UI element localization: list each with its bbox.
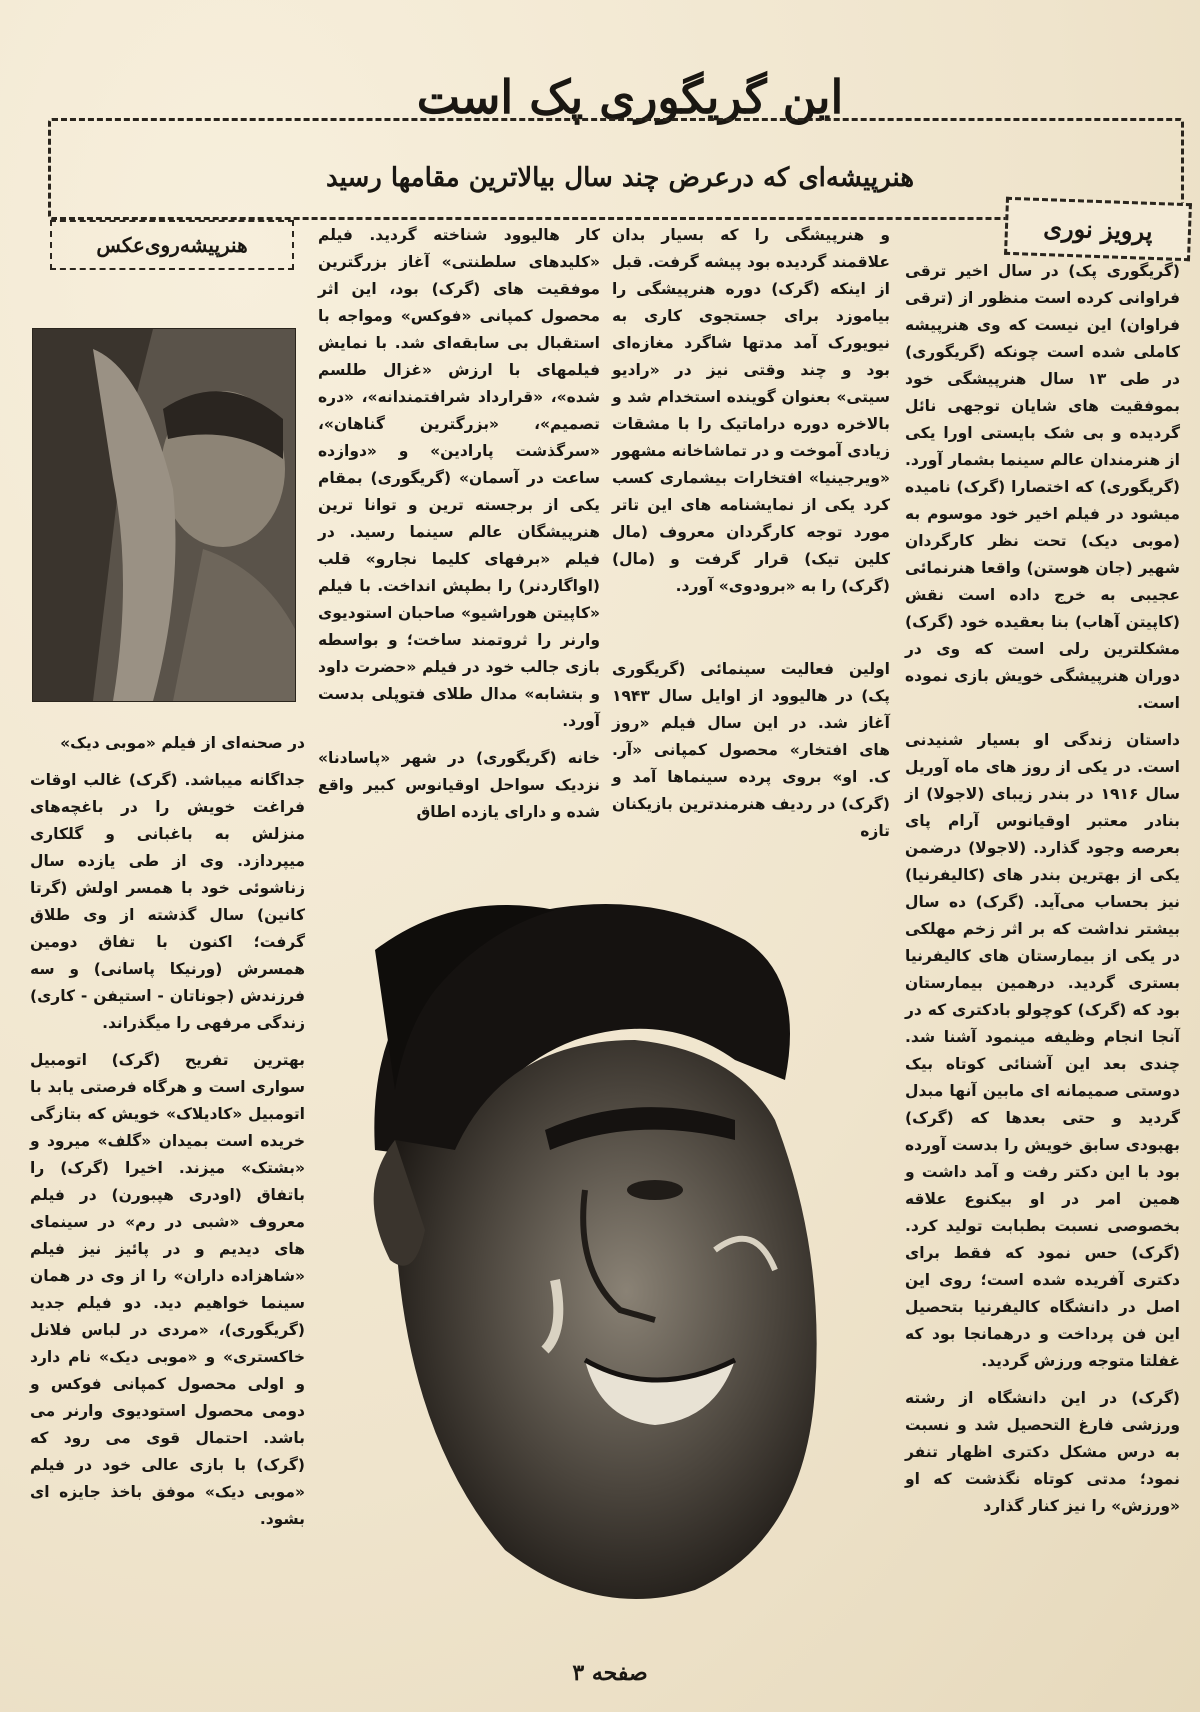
- photo-caption: در صحنه‌ای از فیلم «موبی دیک»: [60, 734, 305, 752]
- column-paragraph: جداگانه میباشد. (گرک) غالب اوقات فراغت خویش را در باغچه‌های منزلش به باغبانی و گلکاری میپردازد. وی از طی یازده سال زناشوئی خود با همسر اولش (گرتا کانین) سال گذشته از وی طلاق گرفت؛ اکنون با تفاق دومین همسرش (ورنیکا پاسانی) و سه فرزندش (جوناتان - استیفن - کاری) زندگی مرفهی را میگذراند.: [30, 771, 305, 1032]
- photo-label: هنرپیشه‌روی‌عکس: [50, 220, 294, 270]
- portrait-illustration: [335, 890, 895, 1630]
- author-byline: پرویز نوری: [1004, 197, 1192, 261]
- article-subtitle: هنرپیشه‌ای که درعرض چند سال بیالاترین مقامها رسید: [325, 163, 915, 193]
- column-paragraph: (گرک) در این دانشگاه از رشته ورزشی فارغ التحصیل شد و نسبت به درس مشکل دکتری اظهار تنفر نمود؛ مدتی کوتاه نگذشت که او «ورزش» را نیز کنار گذارد: [905, 1389, 1180, 1515]
- column-paragraph: خانه (گریگوری) در شهر «پاسادنا» نزدیک سواحل اوقیانوس کبیر واقع شده و دارای یازده اطاق: [318, 749, 600, 821]
- article-column-1: [905, 258, 1180, 1633]
- article-column-2: [612, 222, 890, 602]
- page-number: صفحه ۳: [572, 1660, 648, 1686]
- column-paragraph: کار هالیوود شناخته گردید. فیلم «کلیدهای سلطنتی» آغاز بزرگترین موفقیت های (گرک) بود، این اثر محصول کمپانی «فوکس» ومواجه با استقبال بی سابقه‌ای شد. با نمایش فیلمهای با ارزش «غزال طلسم شده»، «قرارداد شرافتمندانه»، «دره تصمیم»، «بزرگترین گناهان»، «سرگذشت پارادین» و «دوازده ساعت در آسمان» (گریگوری) بمقام یکی از برجسته ترین و توانا ترین هنرپیشگان عالم سینما رسید. در فیلم «برفهای کلیما نجارو» قلب (اواگاردنر) را بطپش انداخت. با فیلم «کاپیتن هوراشیو» صاحبان استودیوی وارنر را ثروتمند ساخت؛ و بواسطه بازی جالب خود در فیلم «حضرت داود و بتشابه» مدال طلای فتوپلی بدست آورد.: [318, 226, 600, 730]
- article-column-3: [318, 222, 600, 821]
- column-paragraph: (گریگوری پک) در سال اخیر ترقی فراوانی کرده است منظور از (ترقی فراوان) این نیست که وی هنرپیشه کاملی شده است چونکه (گریگوری) در طی ۱۳ سال هنرپیشگی خود بموفقیت های شایان توجهی نائل گردیده و بی شک بایستی اورا یکی از هنرمندان عالم سینما بشمار آورد. (گریگوری) که اختصارا (گرک) نامیده میشود در فیلم اخیر خود موسوم به (موبی دیک) تحت نظر کارگردان شهیر (جان هوستن) واقعا هنرنمائی عجیبی به خرج داده است نقش (کاپیتن آهاب) بنا بعقیده خود (گرک) مشکلترین رلی است که وی در دوران هنرپیشگی خویش بازی نموده است.: [905, 262, 1181, 712]
- article-column-4: [30, 730, 305, 1635]
- film-still-illustration: [33, 329, 295, 701]
- column-paragraph: و هنرپیشگی را که بسیار بدان علاقمند گردیده بود پیشه گرفت. قبل از اینکه (گرک) دوره هنرپیشگی را بیاموزد برای جستجوی کاری به نیویورک آمد مدتها شاگرد مغازه‌ای بود و چند وقتی نیز در «رادیو سیتی» بعنوان گوینده استخدام شد و بالاخره دوره دراماتیک را با مشقات زیادی آموخت و در تماشاخانه مشهور «ویرجینیا» افتخارات بیشماری کسب کرد یکی از نمایشنامه های این تاتر مورد توجه کارگردان معروف (مال کلین تیک) قرار گرفت و (مال) (گرک) را به «برودوی» آورد.: [612, 226, 890, 595]
- column-paragraph: بهترین تفریح (گرک) اتومبیل سواری است و هرگاه فرصتی یابد با اتومبیل «کادیلاک» خویش که بتازگی خریده است بمیدان «گلف» میرود و «بشتک» میزند. اخیرا (گرک) را باتفاق (اودری هپبورن) در فیلم معروف «شبی در رم» در سینمای های دیدیم و در پائیز نیز فیلم «شاهزاده داران» را از وی در همان سینما خواهیم دید. دو فیلم جدید (گریگوری)، «مردی در لباس فلانل خاکستری» و «موبی دیک» نام دارد و اولی محصول کمپانی فوکس و دومی محصول استودیوی وارنر می باشد. احتمال قوی می رود که (گرک) با بازی عالی خود در فیلم «موبی دیک» موفق باخذ جایزه ای بشود.: [30, 1051, 305, 1528]
- film-still-photo: [32, 328, 296, 702]
- gregory-peck-portrait: [335, 890, 895, 1630]
- article-title: این گریگوری پک است: [416, 70, 844, 124]
- column-paragraph: داستان زندگی او بسیار شنیدنی است. در یکی از روز های ماه آوریل سال ۱۹۱۶ در بندر زیبای (لاجولا) از بنادر معتبر اوقیانوس آرام پای بعرصه وجود گذارد. (لاجولا) درضمن یکی از بهترین بندر های (کالیفرنیا) نیز بحساب می‌آید. (گرک) ده سال بیشتر نداشت که بر اثر زخم مهلکی در یکی از بیمارستان های کالیفرنیا بستری گردید. درهمین بیمارستان بود که (گرک) کوچولو بادکتری که در آنجا انجام وظیفه مینمود آشنا شد. چندی بعد این آشنائی کوتاه بیک دوستی صمیمانه ای مابین آنها مبدل گردید و حتی بعدها که (گرک) بهبودی سابق خویش را بدست آورده بود با این دکتر رفت و آمد داشت و همین امر در او بیکنوع علاقه بخصوصی نسبت بطبابت تولید کرد. (گرک) حس نمود که فقط برای دکتری آفریده شده است؛ روی این اصل در دانشگاه کالیفرنیا بتحصیل این فن پرداخت و درهمانجا بود که غفلتا متوجه ورزش گردید.: [905, 731, 1180, 1370]
- column-paragraph: اولین فعالیت سینمائی (گریگوری پک) در هالیوود از اوایل سال ۱۹۴۳ آغاز شد. در این سال فیلم «روز های افتخار» محصول کمپانی «آر. ک. او» بروی پرده سینماها آمد و (گرک) در ردیف هنرمندترین بازیکنان تازه: [612, 660, 890, 840]
- article-column-2-continued: [612, 656, 890, 866]
